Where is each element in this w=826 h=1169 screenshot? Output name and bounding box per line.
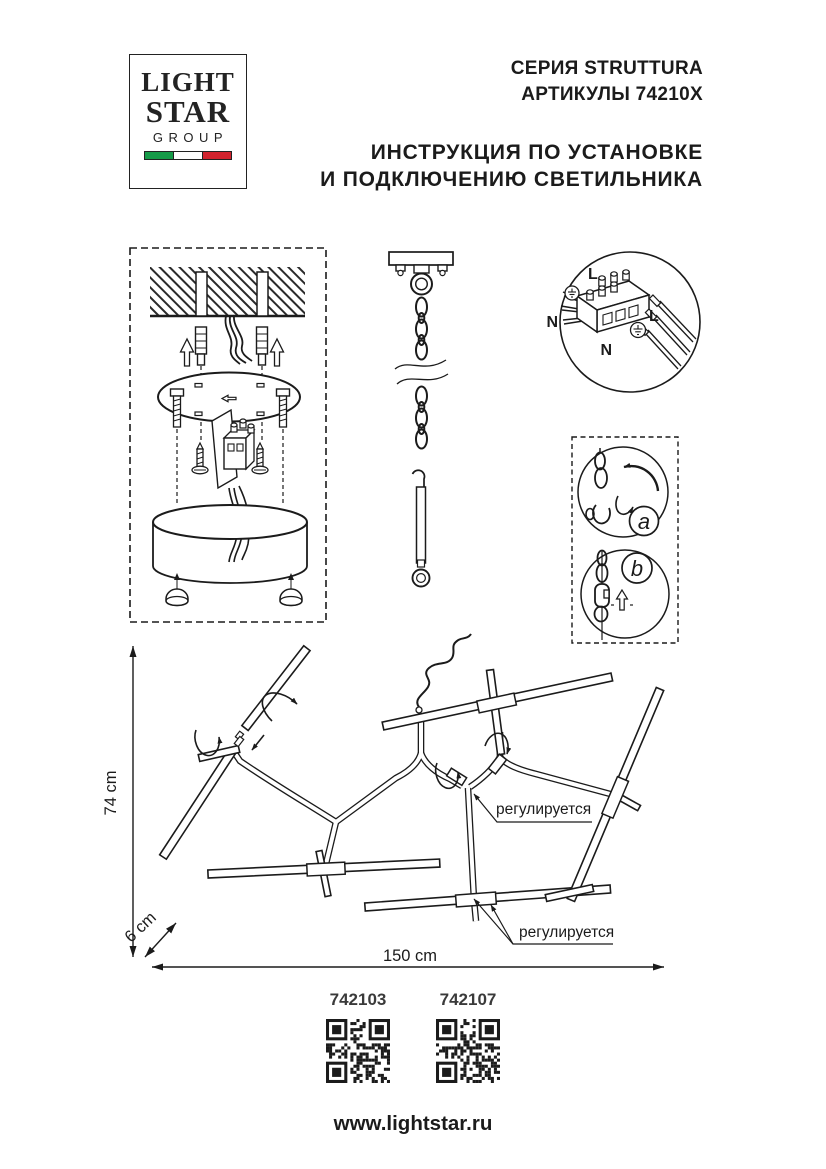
suspension-chain	[395, 298, 448, 449]
power-cord	[416, 634, 471, 713]
ground-icon	[631, 323, 646, 338]
instruction-line2: И ПОДКЛЮЧЕНИЮ СВЕТИЛЬНИКА	[320, 168, 703, 191]
chandelier-diagram	[160, 634, 664, 921]
series-title: СЕРИЯ STRUTTURA	[510, 58, 703, 79]
drill-hole	[196, 272, 207, 316]
wall-plug	[196, 327, 207, 365]
adjustable-label-top: регулируется	[496, 801, 592, 818]
label-neutral-left: N	[546, 314, 558, 331]
canopy-mounting-diagram	[130, 248, 326, 622]
qr-code-742103	[326, 1019, 390, 1083]
logo-word-group: GROUP	[152, 130, 229, 145]
articles-title: АРТИКУЛЫ 74210X	[521, 84, 703, 105]
canopy-dimension: 6 cm	[121, 908, 160, 947]
ceiling-bracket	[389, 252, 453, 295]
suspension-parts-diagram	[389, 252, 453, 587]
canopy	[153, 505, 307, 583]
width-dimension: 150 cm	[382, 947, 438, 965]
cap-nut	[166, 573, 188, 606]
product-qr-right	[436, 990, 500, 1088]
wiring-diagram	[546, 252, 700, 392]
step-b-label: b	[630, 556, 644, 581]
up-arrow-icon	[181, 339, 194, 366]
logo-word-light: LIGHT	[141, 67, 235, 97]
product-qr-left	[326, 990, 390, 1088]
step-a-label: a	[637, 509, 651, 534]
drill-hole	[257, 272, 268, 316]
article-number: 742103	[329, 990, 387, 1009]
mains-wires	[225, 316, 252, 364]
up-arrow-icon	[271, 339, 284, 366]
lamp-tubes	[160, 646, 664, 911]
qr-code-742107	[436, 1019, 500, 1083]
adjustable-label-bottom: регулируется	[519, 924, 615, 941]
website-url: www.lightstar.ru	[333, 1112, 493, 1135]
ground-icon	[565, 286, 579, 300]
suspension-rod	[413, 470, 430, 586]
height-dimension: 74 cm	[102, 770, 120, 816]
chain-adjust-steps	[572, 437, 678, 643]
instruction-line1: ИНСТРУКЦИЯ ПО УСТАНОВКЕ	[370, 141, 703, 164]
logo-word-star: STAR	[145, 94, 231, 129]
wall-plug	[257, 327, 268, 365]
adjustable-callouts	[474, 794, 614, 944]
label-line-right: L	[649, 308, 659, 325]
label-line-left: L	[588, 266, 598, 283]
canopy-screw	[192, 443, 208, 474]
article-number: 742107	[439, 990, 497, 1009]
ceiling-hatch	[150, 267, 305, 316]
label-neutral-right: N	[600, 342, 612, 359]
